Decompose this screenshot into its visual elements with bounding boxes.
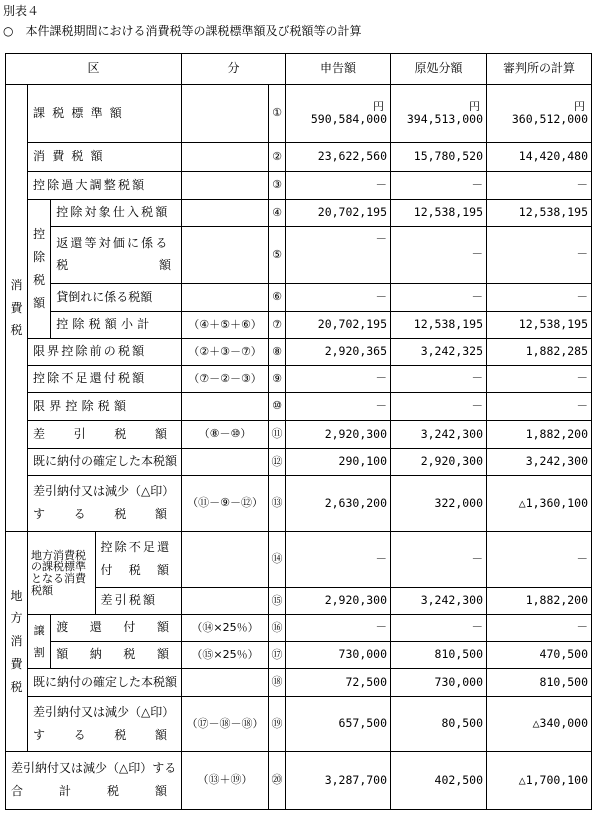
formula-cell: （⑧－⑩） xyxy=(182,421,269,449)
value-original: 322,000 xyxy=(391,476,487,532)
table-row xyxy=(6,642,592,669)
header-original: 原処分額 xyxy=(391,54,487,85)
row-number: ⑳ xyxy=(269,752,286,810)
table-row xyxy=(6,312,592,339)
formula-cell xyxy=(182,85,269,143)
row-label: 既に納付の確定した本税額 xyxy=(28,449,182,476)
formula-cell xyxy=(182,588,269,615)
row-number: ③ xyxy=(269,172,286,200)
row-label: 差引納付又は減少（△印） す る 税 額 xyxy=(28,476,182,532)
value-tribunal: － xyxy=(487,227,592,284)
row-number: ⑮ xyxy=(269,588,286,615)
formula-cell: （⑭×25％） xyxy=(182,615,269,642)
table-row xyxy=(6,227,592,284)
row-label: 控除対象仕入税額 xyxy=(51,200,182,227)
group-local-tax: 地 方 消 費 税 xyxy=(6,532,28,752)
row-number: ⑫ xyxy=(269,449,286,476)
value-original: － xyxy=(391,615,487,642)
formula-cell xyxy=(182,227,269,284)
value-tribunal: 470,500 xyxy=(487,642,592,669)
value-declared: 23,622,560 xyxy=(286,143,391,172)
value-declared: 290,100 xyxy=(286,449,391,476)
group-deduction: 控 除 税 額 xyxy=(28,200,51,339)
tax-calculation-table xyxy=(5,53,592,810)
value-declared: － xyxy=(286,393,391,421)
value-tribunal: － xyxy=(487,172,592,200)
row-label: 差引納付又は減少（△印）する 合 計 税 額 xyxy=(6,752,182,810)
row-label: 控除不足還 付 税 額 xyxy=(95,532,182,588)
table-row xyxy=(6,85,592,143)
value-original: 80,500 xyxy=(391,697,487,752)
row-label: 限界控除前の税額 xyxy=(28,339,182,366)
formula-cell: （②＋③－⑦） xyxy=(182,339,269,366)
value-original: 円 394,513,000 xyxy=(391,85,487,143)
value-tribunal: 1,882,200 xyxy=(487,421,592,449)
table-row xyxy=(6,366,592,393)
formula-cell xyxy=(182,200,269,227)
row-label: 限界控除税額 xyxy=(28,393,182,421)
row-label: 貸倒れに係る税額 xyxy=(51,284,182,312)
row-label: 控除過大調整税額 xyxy=(28,172,182,200)
formula-cell xyxy=(182,449,269,476)
formula-cell xyxy=(182,284,269,312)
row-number: ⑥ xyxy=(269,284,286,312)
value-declared: － xyxy=(286,532,391,588)
table-row xyxy=(6,172,592,200)
value-declared: 円 590,584,000 xyxy=(286,85,391,143)
formula-cell: （⑪－⑨－⑫） xyxy=(182,476,269,532)
table-caption: ○ 本件課税期間における消費税等の課税標準額及び税額等の計算 xyxy=(3,24,362,38)
value-original: 3,242,325 xyxy=(391,339,487,366)
header-bun: 分 xyxy=(182,54,286,85)
value-tribunal: － xyxy=(487,393,592,421)
row-label: 控除不足還付税額 xyxy=(28,366,182,393)
row-label: 差引納付又は減少（△印） す る 税 額 xyxy=(28,697,182,752)
row-number: ⑪ xyxy=(269,421,286,449)
table-row xyxy=(6,284,592,312)
attachment-title: 別表４ xyxy=(3,4,40,18)
row-number: ⑨ xyxy=(269,366,286,393)
value-original: 12,538,195 xyxy=(391,200,487,227)
formula-cell: （⑰－⑱－⑱） xyxy=(182,697,269,752)
header-row xyxy=(6,54,592,85)
value-tribunal: － xyxy=(487,366,592,393)
value-declared: － xyxy=(286,227,391,284)
row-label: 消費税額 xyxy=(28,143,182,172)
value-original: － xyxy=(391,532,487,588)
row-label: 渡 還 付 額 xyxy=(51,615,182,642)
value-tribunal: － xyxy=(487,284,592,312)
row-label: 差 引 税 額 xyxy=(28,421,182,449)
formula-cell xyxy=(182,172,269,200)
table-row xyxy=(6,615,592,642)
value-original: － xyxy=(391,284,487,312)
value-tribunal: 810,500 xyxy=(487,669,592,697)
table-row xyxy=(6,532,592,588)
value-original: － xyxy=(391,366,487,393)
row-number: ⑧ xyxy=(269,339,286,366)
group-consumption-tax: 消 費 税 xyxy=(6,85,28,532)
value-tribunal: 12,538,195 xyxy=(487,200,592,227)
row-number: ⑲ xyxy=(269,697,286,752)
group-local-base: 地方消費税の課税標準となる消費税額 xyxy=(28,532,96,615)
group-jouto: 譲 割 xyxy=(28,615,51,669)
value-original: － xyxy=(391,227,487,284)
value-original: 730,000 xyxy=(391,669,487,697)
row-number: ⑰ xyxy=(269,642,286,669)
row-number: ⑬ xyxy=(269,476,286,532)
value-original: 402,500 xyxy=(391,752,487,810)
value-declared: 2,920,365 xyxy=(286,339,391,366)
value-original: 3,242,300 xyxy=(391,421,487,449)
value-original: 3,242,300 xyxy=(391,588,487,615)
value-declared: 730,000 xyxy=(286,642,391,669)
header-declared: 申告額 xyxy=(286,54,391,85)
row-number: ⑩ xyxy=(269,393,286,421)
row-label: 差引税額 xyxy=(95,588,182,615)
value-original: － xyxy=(391,393,487,421)
row-number: ⑦ xyxy=(269,312,286,339)
formula-cell xyxy=(182,532,269,588)
value-tribunal: 3,242,300 xyxy=(487,449,592,476)
value-declared: 20,702,195 xyxy=(286,312,391,339)
formula-cell xyxy=(182,393,269,421)
formula-cell: （⑦－②－③） xyxy=(182,366,269,393)
value-original: － xyxy=(391,172,487,200)
formula-cell: （④＋⑤＋⑥） xyxy=(182,312,269,339)
value-declared: 2,920,300 xyxy=(286,421,391,449)
value-declared: 657,500 xyxy=(286,697,391,752)
value-declared: 2,920,300 xyxy=(286,588,391,615)
table-row xyxy=(6,421,592,449)
value-tribunal: △1,360,100 xyxy=(487,476,592,532)
row-number: ④ xyxy=(269,200,286,227)
value-tribunal: 1,882,200 xyxy=(487,588,592,615)
row-label: 控除税額小計 xyxy=(51,312,182,339)
value-original: 12,538,195 xyxy=(391,312,487,339)
value-declared: 3,287,700 xyxy=(286,752,391,810)
value-declared: － xyxy=(286,172,391,200)
value-tribunal: 1,882,285 xyxy=(487,339,592,366)
value-declared: － xyxy=(286,366,391,393)
table-row xyxy=(6,143,592,172)
value-original: 2,920,300 xyxy=(391,449,487,476)
value-declared: － xyxy=(286,284,391,312)
table-row xyxy=(6,339,592,366)
row-number: ① xyxy=(269,85,286,143)
row-label: 課税標準額 xyxy=(28,85,182,143)
header-tribunal: 審判所の計算 xyxy=(487,54,592,85)
row-number: ⑯ xyxy=(269,615,286,642)
formula-cell xyxy=(182,669,269,697)
row-number: ⑤ xyxy=(269,227,286,284)
value-tribunal: 円 360,512,000 xyxy=(487,85,592,143)
value-original: 15,780,520 xyxy=(391,143,487,172)
value-declared: － xyxy=(286,615,391,642)
row-label: 額 納 税 額 xyxy=(51,642,182,669)
table-row xyxy=(6,697,592,752)
formula-cell: （⑮×25％） xyxy=(182,642,269,669)
table-row xyxy=(6,752,592,810)
table-row xyxy=(6,449,592,476)
table-row xyxy=(6,669,592,697)
header-ku: 区 xyxy=(6,54,182,85)
row-number: ⑱ xyxy=(269,669,286,697)
value-tribunal: △340,000 xyxy=(487,697,592,752)
formula-cell: （⑬＋⑲） xyxy=(182,752,269,810)
value-tribunal: △1,700,100 xyxy=(487,752,592,810)
table-row xyxy=(6,476,592,532)
value-tribunal: 12,538,195 xyxy=(487,312,592,339)
row-label: 既に納付の確定した本税額 xyxy=(28,669,182,697)
formula-cell xyxy=(182,143,269,172)
row-number: ⑭ xyxy=(269,532,286,588)
value-declared: 2,630,200 xyxy=(286,476,391,532)
value-original: 810,500 xyxy=(391,642,487,669)
table-row xyxy=(6,393,592,421)
value-declared: 20,702,195 xyxy=(286,200,391,227)
value-tribunal: 14,420,480 xyxy=(487,143,592,172)
table-row xyxy=(6,200,592,227)
value-declared: 72,500 xyxy=(286,669,391,697)
row-label: 返還等対価に係る 税 額 xyxy=(51,227,182,284)
row-number: ② xyxy=(269,143,286,172)
value-tribunal: － xyxy=(487,532,592,588)
value-tribunal: － xyxy=(487,615,592,642)
